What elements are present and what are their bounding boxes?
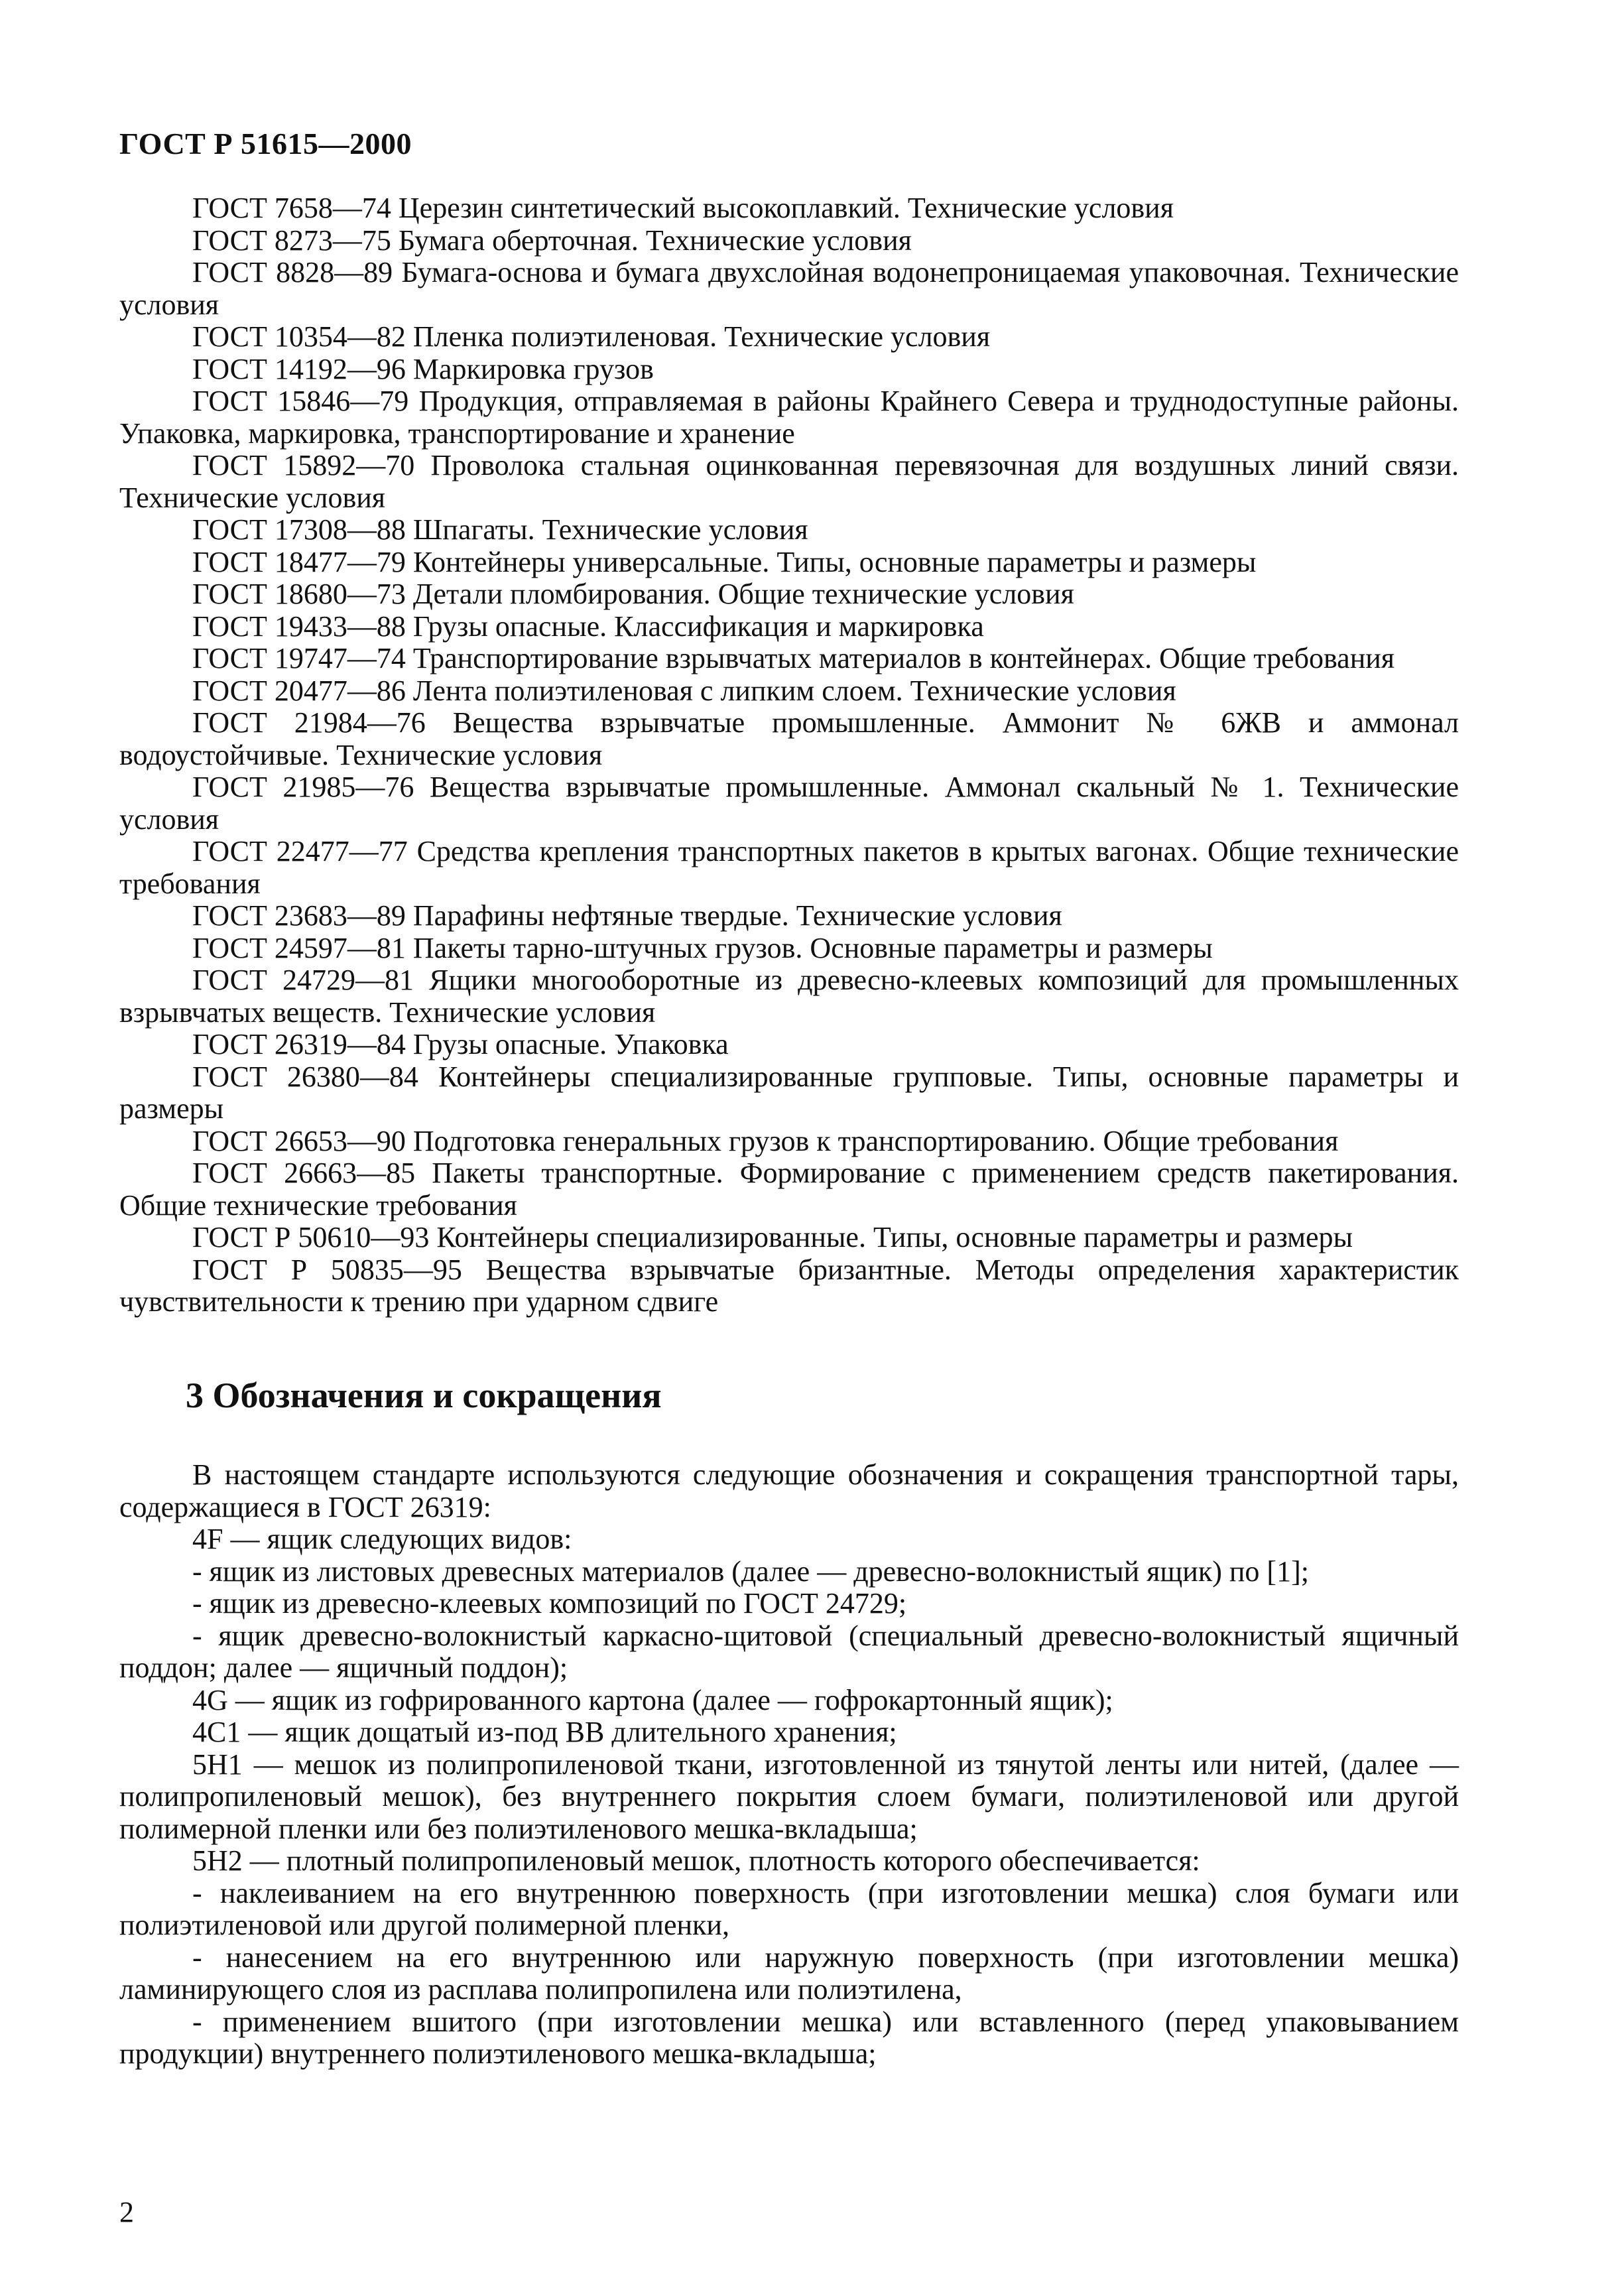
paragraph: В настоящем стандарте используются следующие обозначения и сокращения транспортной тары, содержащиеся в ГОСТ 26319: — [119, 1458, 1459, 1523]
reference-item — [119, 611, 1459, 643]
reference-item — [119, 1061, 1459, 1125]
reference-code: ГОСТ 18680—73 — [192, 578, 406, 610]
reference-code: ГОСТ 26653—90 — [192, 1124, 406, 1157]
reference-item — [119, 257, 1459, 321]
paragraph: 4C1 — ящик дощатый из-под ВВ длительного хранения; — [192, 1716, 897, 1748]
reference-item — [119, 707, 1459, 771]
paragraph: 5H2 — плотный полипропиленовый мешок, плотность которого обеспечивается: — [192, 1844, 1200, 1877]
reference-code: ГОСТ 14192—96 — [192, 352, 406, 385]
reference-title: Бумага оберточная. Технические условия — [398, 223, 912, 257]
reference-item — [119, 1029, 1459, 1061]
paragraph: 5H1 — мешок из полипропиленовой ткани, изготовленной из тянутой ленты или нитей, (далее — полипропиленовый мешок), без внутреннего покрытия слоем бумаги, полиэтиленовой или другой полимерной пленки или без полиэтиленового мешка-вкладыша; — [119, 1748, 1459, 1845]
paragraph: 4G — ящик из гофрированного картона (далее — гофрокартонный ящик); — [192, 1683, 1113, 1716]
reference-code: ГОСТ Р 50610—93 — [192, 1221, 430, 1253]
reference-item — [119, 643, 1459, 675]
reference-code: ГОСТ 21985—76 — [192, 771, 414, 803]
reference-title: Пленка полиэтиленовая. Технические условия — [412, 320, 991, 353]
reference-title: Транспортирование взрывчатых материалов в контейнерах. Общие требования — [412, 642, 1395, 674]
reference-item — [119, 514, 1459, 546]
reference-title: Пакеты транспортные. Формирование с применением средств пакетирования. Общие технические требования — [119, 1157, 1459, 1222]
reference-code: ГОСТ 21984—76 — [192, 706, 426, 739]
reference-code: ГОСТ 17308—88 — [192, 513, 406, 546]
paragraph: - применением вшитого (при изготовлении мешка) или вставленного (перед упаковыванием продукции) внутреннего полиэтиленового мешка-вкладыша; — [119, 2005, 1459, 2070]
reference-code: ГОСТ 10354—82 — [192, 320, 406, 353]
reference-item — [119, 900, 1459, 932]
reference-title: Контейнеры специализированные. Типы, основные параметры и размеры — [436, 1221, 1353, 1253]
references-list — [119, 192, 1459, 1318]
reference-title: Парафины нефтяные твердые. Технические условия — [412, 899, 1062, 932]
reference-item — [119, 932, 1459, 965]
reference-item — [119, 353, 1459, 386]
reference-code: ГОСТ 15846—79 — [192, 385, 409, 417]
reference-code: ГОСТ 24729—81 — [192, 964, 414, 996]
paragraph: - ящик из листовых древесных материалов (далее — древесно-волокнистый ящик) по [1]; — [192, 1555, 1309, 1588]
reference-item — [119, 675, 1459, 708]
reference-code: ГОСТ 23683—89 — [192, 899, 406, 932]
reference-title: Подготовка генеральных грузов к транспортированию. Общие требования — [412, 1124, 1339, 1157]
reference-item — [119, 836, 1459, 900]
reference-code: ГОСТ Р 50835—95 — [192, 1253, 462, 1286]
reference-code: ГОСТ 26663—85 — [192, 1157, 416, 1189]
reference-title: Детали пломбирования. Общие технические условия — [412, 578, 1074, 610]
reference-code: ГОСТ 8828—89 — [192, 256, 393, 288]
reference-title: Проволока стальная оцинкованная перевязочная для воздушных линий связи. Технические условия — [119, 449, 1459, 514]
document-body — [119, 192, 1459, 2071]
reference-item — [119, 450, 1459, 514]
reference-title: Шпагаты. Технические условия — [412, 513, 808, 546]
reference-item — [119, 321, 1459, 353]
reference-title: Продукция, отправляемая в районы Крайнего Севера и труднодоступные районы. Упаковка, маркировка, транспортирование и хранение — [119, 385, 1459, 450]
reference-item — [119, 225, 1459, 257]
paragraph: - ящик древесно-волокнистый каркасно-щитовой (специальный древесно-волокнистый ящичный поддон; далее — ящичный поддон); — [119, 1619, 1459, 1684]
reference-item — [119, 385, 1459, 450]
reference-code: ГОСТ 19747—74 — [192, 642, 406, 674]
reference-code: ГОСТ 7658—74 — [192, 192, 391, 224]
paragraph: - наклеиванием на его внутреннюю поверхность (при изготовлении мешка) слоя бумаги или полиэтиленовой или другой полимерной пленки, — [119, 1876, 1459, 1941]
reference-code: ГОСТ 15892—70 — [192, 449, 415, 481]
reference-item — [119, 1222, 1459, 1254]
page-number: 2 — [119, 2196, 134, 2228]
reference-title: Контейнеры универсальные. Типы, основные параметры и размеры — [412, 545, 1257, 578]
reference-title: Ящики многооборотные из древесно-клеевых композиций для промышленных взрывчатых веществ. Технические условия — [119, 964, 1459, 1029]
reference-item — [119, 771, 1459, 836]
reference-item — [119, 964, 1459, 1029]
reference-code: ГОСТ 22477—77 — [192, 835, 408, 867]
reference-title: Вещества взрывчатые промышленные. Аммонал скальный № 1. Технические условия — [119, 771, 1459, 836]
reference-item — [119, 192, 1459, 225]
reference-title: Пакеты тарно-штучных грузов. Основные параметры и размеры — [412, 931, 1213, 964]
reference-item — [119, 1254, 1459, 1318]
reference-title: Маркировка грузов — [412, 352, 654, 385]
reference-code: ГОСТ 24597—81 — [192, 931, 406, 964]
reference-title: Лента полиэтиленовая с липким слоем. Технические условия — [412, 674, 1176, 707]
reference-item — [119, 546, 1459, 579]
paragraph: 4F — ящик следующих видов: — [192, 1523, 572, 1555]
paragraph: - нанесением на его внутреннюю или наружную поверхность (при изготовлении мешка) ламинирующего слоя из расплава полипропилена или полиэтилена, — [119, 1941, 1459, 2006]
reference-title: Церезин синтетический высокоплавкий. Технические условия — [398, 192, 1174, 224]
reference-title: Вещества взрывчатые промышленные. Аммонит № 6ЖВ и аммонал водоустойчивые. Технические условия — [119, 706, 1459, 771]
reference-title: Контейнеры специализированные групповые. Типы, основные параметры и размеры — [119, 1060, 1459, 1125]
document-header: ГОСТ Р 51615—2000 — [119, 127, 412, 160]
reference-code: ГОСТ 26319—84 — [192, 1028, 406, 1060]
reference-code: ГОСТ 19433—88 — [192, 609, 406, 643]
paragraph: - ящик из древесно-клеевых композиций по ГОСТ 24729; — [192, 1587, 907, 1620]
reference-title: Бумага-основа и бумага двухслойная водонепроницаемая упаковочная. Технические условия — [119, 256, 1459, 321]
reference-title: Грузы опасные. Упаковка — [412, 1028, 729, 1060]
section-body — [119, 1459, 1459, 2071]
reference-code: ГОСТ 8273—75 — [192, 223, 391, 257]
reference-title: Грузы опасные. Классификация и маркировка — [412, 609, 984, 643]
section-heading: 3 Обозначения и сокращения — [186, 1375, 662, 1415]
reference-title: Вещества взрывчатые бризантные. Методы определения характеристик чувствительности к трению при ударном сдвиге — [119, 1253, 1459, 1318]
reference-item — [119, 578, 1459, 611]
reference-code: ГОСТ 26380—84 — [192, 1060, 418, 1093]
reference-code: ГОСТ 18477—79 — [192, 545, 406, 578]
reference-title: Средства крепления транспортных пакетов в крытых вагонах. Общие технические требования — [119, 835, 1459, 900]
reference-item — [119, 1125, 1459, 1158]
reference-item — [119, 1157, 1459, 1222]
reference-code: ГОСТ 20477—86 — [192, 674, 406, 707]
